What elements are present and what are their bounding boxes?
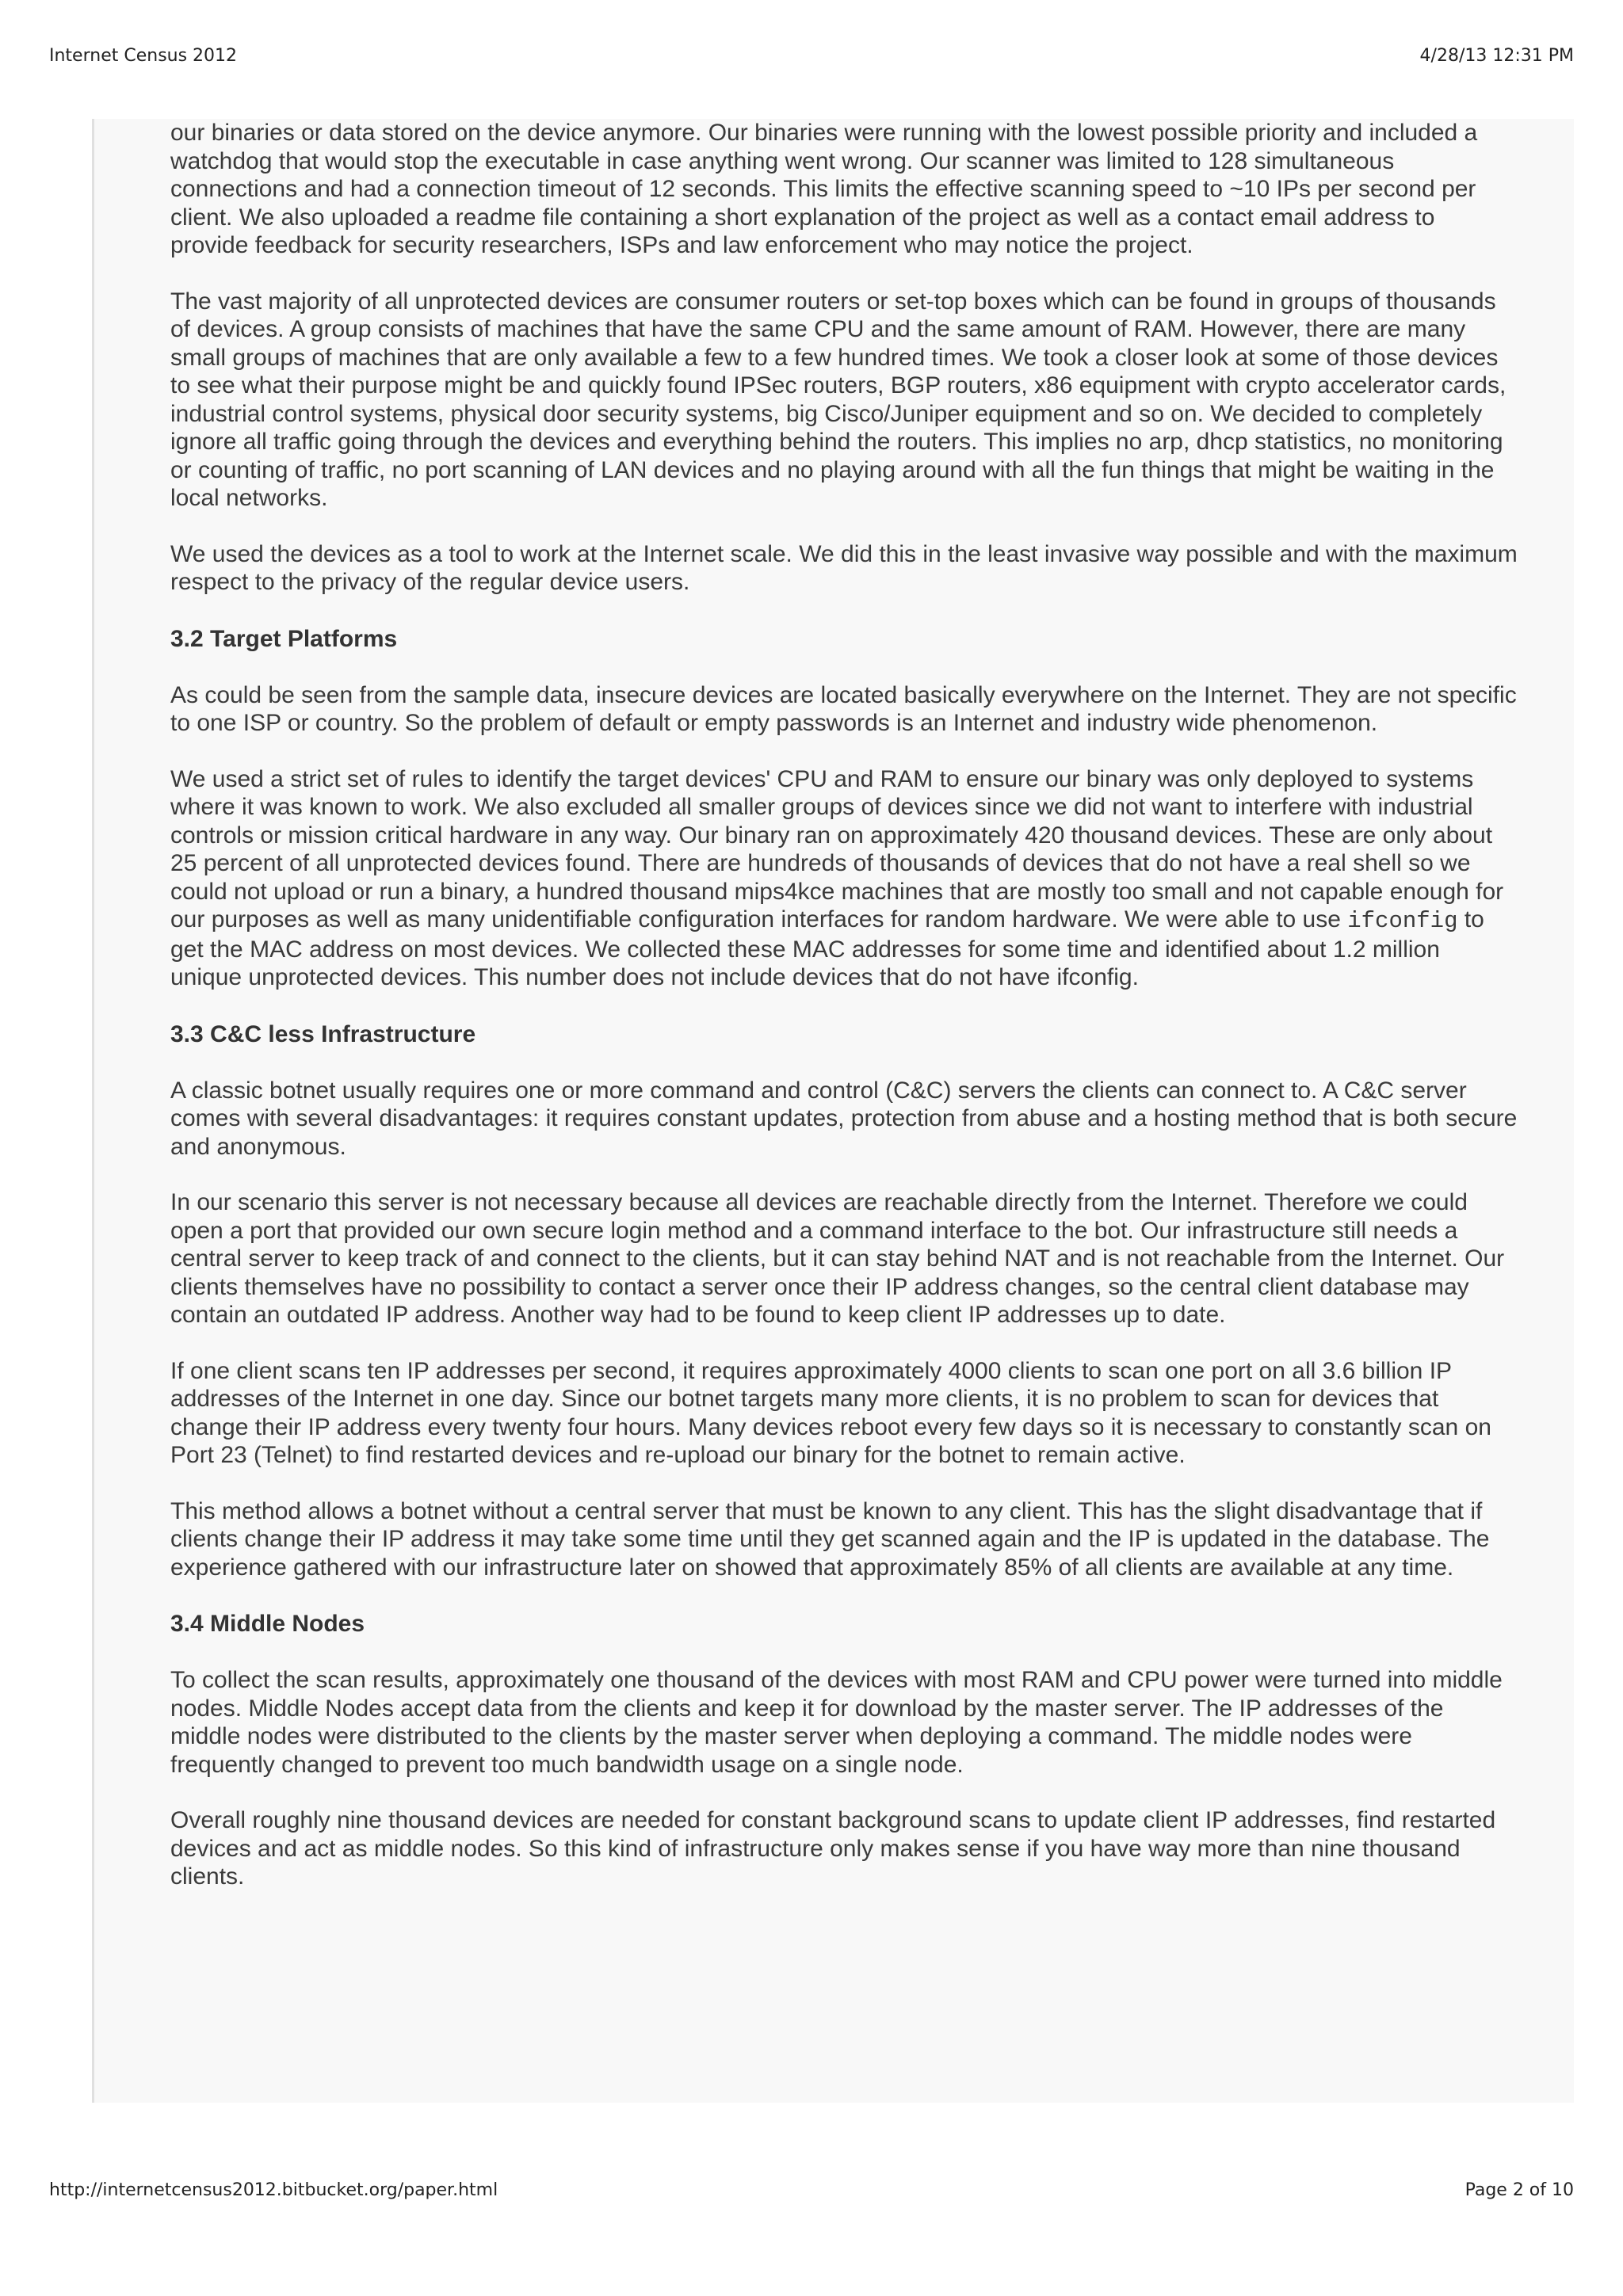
paragraph: If one client scans ten IP addresses per second, it requires approximately 4000 clients to scan one port on all 3.6 billion IP addresses of the Internet in one day. Since our botnet targets many more clients, it is no problem to scan for devices that change their IP address every twenty four hours. Many devices reboot every few days so it is necessary to constantly scan on Port 23 (Telnet) to find restarted devices and re-upload our binary for the botnet to remain active. [170, 1357, 1491, 1468]
print-datetime: 4/28/13 12:31 PM [1419, 46, 1574, 66]
paragraph: In our scenario this server is not necessary because all devices are reachable directly from the Internet. Therefore we could open a port that provided our own secure login method and a command interface to the bot. Our infrastructure still needs a central server to keep track of and connect to the clients, but it can stay behind NAT and is not reachable from the Internet. Our clients themselves have no possibility to contact a server once their IP address changes, so the central client database may contain an outdated IP address. Another way had to be found to keep client IP addresses up to date. [170, 1189, 1505, 1328]
paragraph: To collect the scan results, approximately one thousand of the devices with most RAM and CPU power were turned into middle nodes. Middle Nodes accept data from the clients and keep it for download by the master server. The IP addresses of the middle nodes were distributed to the clients by the master server when deploying a command. The middle nodes were frequently changed to prevent too much bandwidth usage on a single node. [170, 1667, 1503, 1778]
article-body [170, 119, 1518, 1919]
document-title: Internet Census 2012 [49, 46, 238, 66]
paragraph: A classic botnet usually requires one or more command and control (C&C) servers the clients can connect to. A C&C server comes with several disadvantages: it requires constant updates, protection from abuse and a hosting method that is both secure and anonymous. [170, 1077, 1518, 1160]
paragraph: This method allows a botnet without a central server that must be known to any client. This has the slight disadvantage that if clients change their IP address it may take some time until they get scanned again and the IP is updated in the database. The experience gathered with our infrastructure later on showed that approximately 85% of all clients are available at any time. [170, 1497, 1490, 1581]
page-number: Page 2 of 10 [1465, 2180, 1574, 2200]
paragraph: As could be seen from the sample data, insecure devices are located basically everywhere on the Internet. They are not specific to one ISP or country. So the problem of default or empty passwords is an Internet and industry wide phenomenon. [170, 681, 1517, 736]
paragraph-text: We used a strict set of rules to identify the target devices' CPU and RAM to ensure our binary was only deployed to systems where it was known to work. We also excluded all smaller groups of devices since we did not want to interfere with industrial controls or mission critical hardware in any way. Our binary ran on approximately 420 thousand devices. These are only about 25 percent of all unprotected devices found. There are hundreds of thousands of devices that do not have a real shell so we could not upload or run a binary, a hundred thousand mips4kce machines that are mostly too small and not capable enough for our purposes as well as many unidentifiable configuration interfaces for random hardware. We were able to use [170, 765, 1504, 933]
paragraph [170, 765, 1518, 992]
section-heading-cc-infrastructure: 3.3 C&C less Infrastructure [170, 1020, 476, 1047]
paragraph: our binaries or data stored on the device anymore. Our binaries were running with the lowest possible priority and included a watchdog that would stop the executable in case anything went wrong. Our scanner was limited to 128 simultaneous connections and had a connection timeout of 12 seconds. This limits the effective scanning speed to ~10 IPs per second per client. We also uploaded a readme file containing a short explanation of the project as well as a contact email address to provide feedback for security researchers, ISPs and law enforcement who may notice the project. [170, 120, 1478, 258]
page-url: http://internetcensus2012.bitbucket.org/paper.html [49, 2180, 498, 2200]
inline-code: ifconfig [1347, 908, 1458, 934]
paragraph: Overall roughly nine thousand devices are needed for constant background scans to update client IP addresses, find restarted devices and act as middle nodes. So this kind of infrastructure only makes sense if you have way more than nine thousand clients. [170, 1807, 1496, 1890]
print-footer [49, 2180, 1574, 2207]
section-heading-target-platforms: 3.2 Target Platforms [170, 625, 398, 652]
print-header [49, 46, 1574, 73]
paragraph: We used the devices as a tool to work at the Internet scale. We did this in the least invasive way possible and with the maximum respect to the privacy of the regular device users. [170, 540, 1518, 595]
paragraph-text: to get the MAC address on most devices. We collected these MAC addresses for some time and identified about 1.2 million unique unprotected devices. This number does not include devices that do not have ifconfig. [170, 906, 1484, 990]
page-content-area [92, 119, 1574, 2103]
paragraph: The vast majority of all unprotected devices are consumer routers or set-top boxes which can be found in groups of thousands of devices. A group consists of machines that have the same CPU and the same amount of RAM. However, there are many small groups of machines that are only available a few to a few hundred times. We took a closer look at some of those devices to see what their purpose might be and quickly found IPSec routers, BGP routers, x86 equipment with crypto accelerator cards, industrial control systems, physical door security systems, big Cisco/Juniper equipment and so on. We decided to completely ignore all traffic going through the devices and everything behind the routers. This implies no arp, dhcp statistics, no monitoring or counting of traffic, no port scanning of LAN devices and no playing around with all the fun things that might be waiting in the local networks. [170, 288, 1507, 511]
section-heading-middle-nodes: 3.4 Middle Nodes [170, 1611, 365, 1637]
